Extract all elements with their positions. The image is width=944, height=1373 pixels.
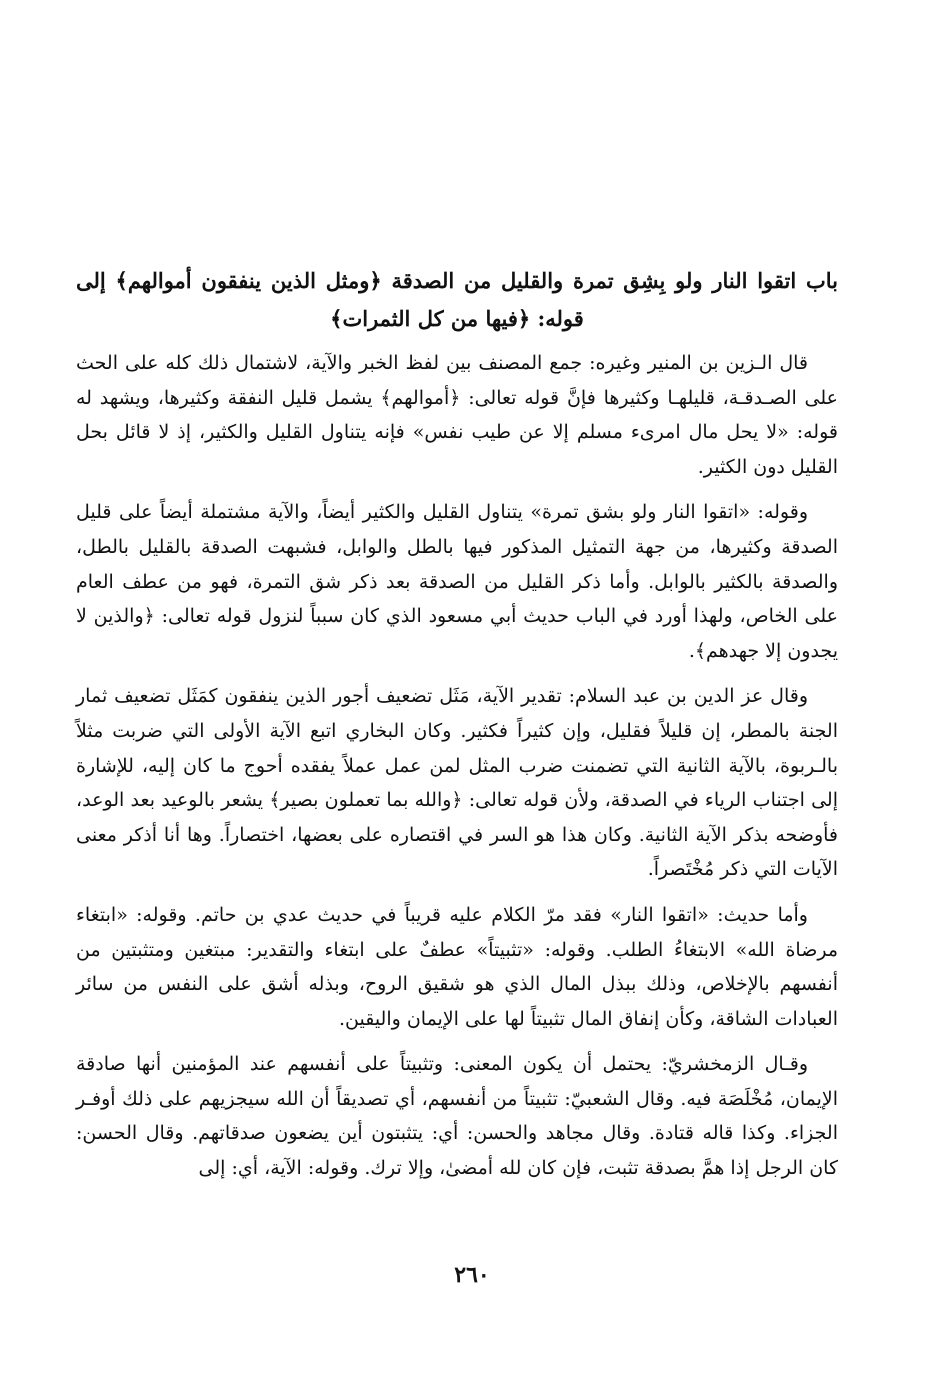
paragraph-1: قال الـزين بن المنير وغيره: جمع المصنف بين لفظ الخبر والآية، لاشتمال ذلك كله على الحث على الصـدقـة، قليلهـا وكثيرها فإنَّ قوله تعالى: ﴿أموالهم﴾ يشمل قليل النفقة وكثيرها، ويشهد له قوله: «لا يحل مال امرىء مسلم إلا عن طيب نفس» فإنه يتناول القليل والكثير، إذ لا قائل بحل القليل دون الكثير. <box>76 352 838 478</box>
page-body <box>76 262 838 1197</box>
page-number: ٢٦٠ <box>454 1262 490 1288</box>
paragraph-3: وقال عز الدين بن عبد السلام: تقدير الآية، مَثَل تضعيف أجور الذين ينفقون كمَثَل تضعيف ثمار الجنة بالمطر، إن قليلاً فقليل، وإن كثيراً فكثير. وكان البخاري اتبع الآية الأولى التي ضربت مثلاً بالـربوة، بالآية الثانية التي تضمنت ضرب المثل لمن عمل عملاً يفقده أحوج ما كان إليه، للإشارة إلى اجتناب الرياء في الصدقة، ولأن قوله تعالى: ﴿والله بما تعملون بصير﴾ يشعر بالوعيد بعد الوعد، فأوضحه بذكر الآية الثانية. وكان هذا هو السر في اقتصاره على بعضها، اختصاراً. وها أنا أذكر معنى الآيات التي ذكر مُخْتَصراً. <box>76 685 838 881</box>
paragraph-2: وقوله: «اتقوا النار ولو بشق تمرة» يتناول القليل والكثير أيضاً، والآية مشتملة أيضاً على قليل الصدقة وكثيرها، من جهة التمثيل المذكور فيها بالطل والوابل، فشبهت الصدقة بالقليل بالطل، والصدقة بالكثير بالوابل. وأما ذكر القليل من الصدقة بعد ذكر شق التمرة، فهو من عطف العام على الخاص، ولهذا أورد في الباب حديث أبي مسعود الذي كان سبباً لنزول قوله تعالى: ﴿والذين لا يجدون إلا جهدهم﴾. <box>76 501 838 662</box>
paragraph-5: وقـال الزمخشريّ: يحتمل أن يكون المعنى: وتثبيتاً على أنفسهم عند المؤمنين أنها صادقة الإيمان، مُخْلَصَة فيه. وقال الشعبيّ: تثبيتاً من أنفسهم، أي تصديقاً أن الله سيجزيهم على ذلك أوفـر الجزاء. وكذا قاله قتادة. وقال مجاهد والحسن: أي: يتثبتون أين يضعون صدقاتهم. وقال الحسن: كان الرجل إذا همَّ بصدقة تثبت، فإن كان لله أمضىٰ، وإلا ترك. وقوله: الآية، أي: إلى <box>76 1053 838 1180</box>
chapter-heading: باب اتقوا النار ولو بِشِق تمرة والقليل من الصدقة ﴿ومثل الذين ينفقون أموالهم﴾ إلى قوله: ﴿فيها من كل الثمرات﴾ <box>76 268 838 331</box>
paragraph-4: وأما حديث: «اتقوا النار» فقد مرّ الكلام عليه قريباً في حديث عدي بن حاتم. وقوله: «ابتغاء مرضاة الله» الابتغاءُ الطلب. وقوله: «تثبيتاً» عطفٌ على ابتغاء والتقدير: مبتغين ومتثبتين من أنفسهم بالإخلاص، وذلك ببذل المال الذي هو شقيق الروح، وبذله أشق على النفس من سائر العبادات الشاقة، وكأن إنفاق المال تثبيتاً لها على الإيمان واليقين. <box>76 903 838 1030</box>
